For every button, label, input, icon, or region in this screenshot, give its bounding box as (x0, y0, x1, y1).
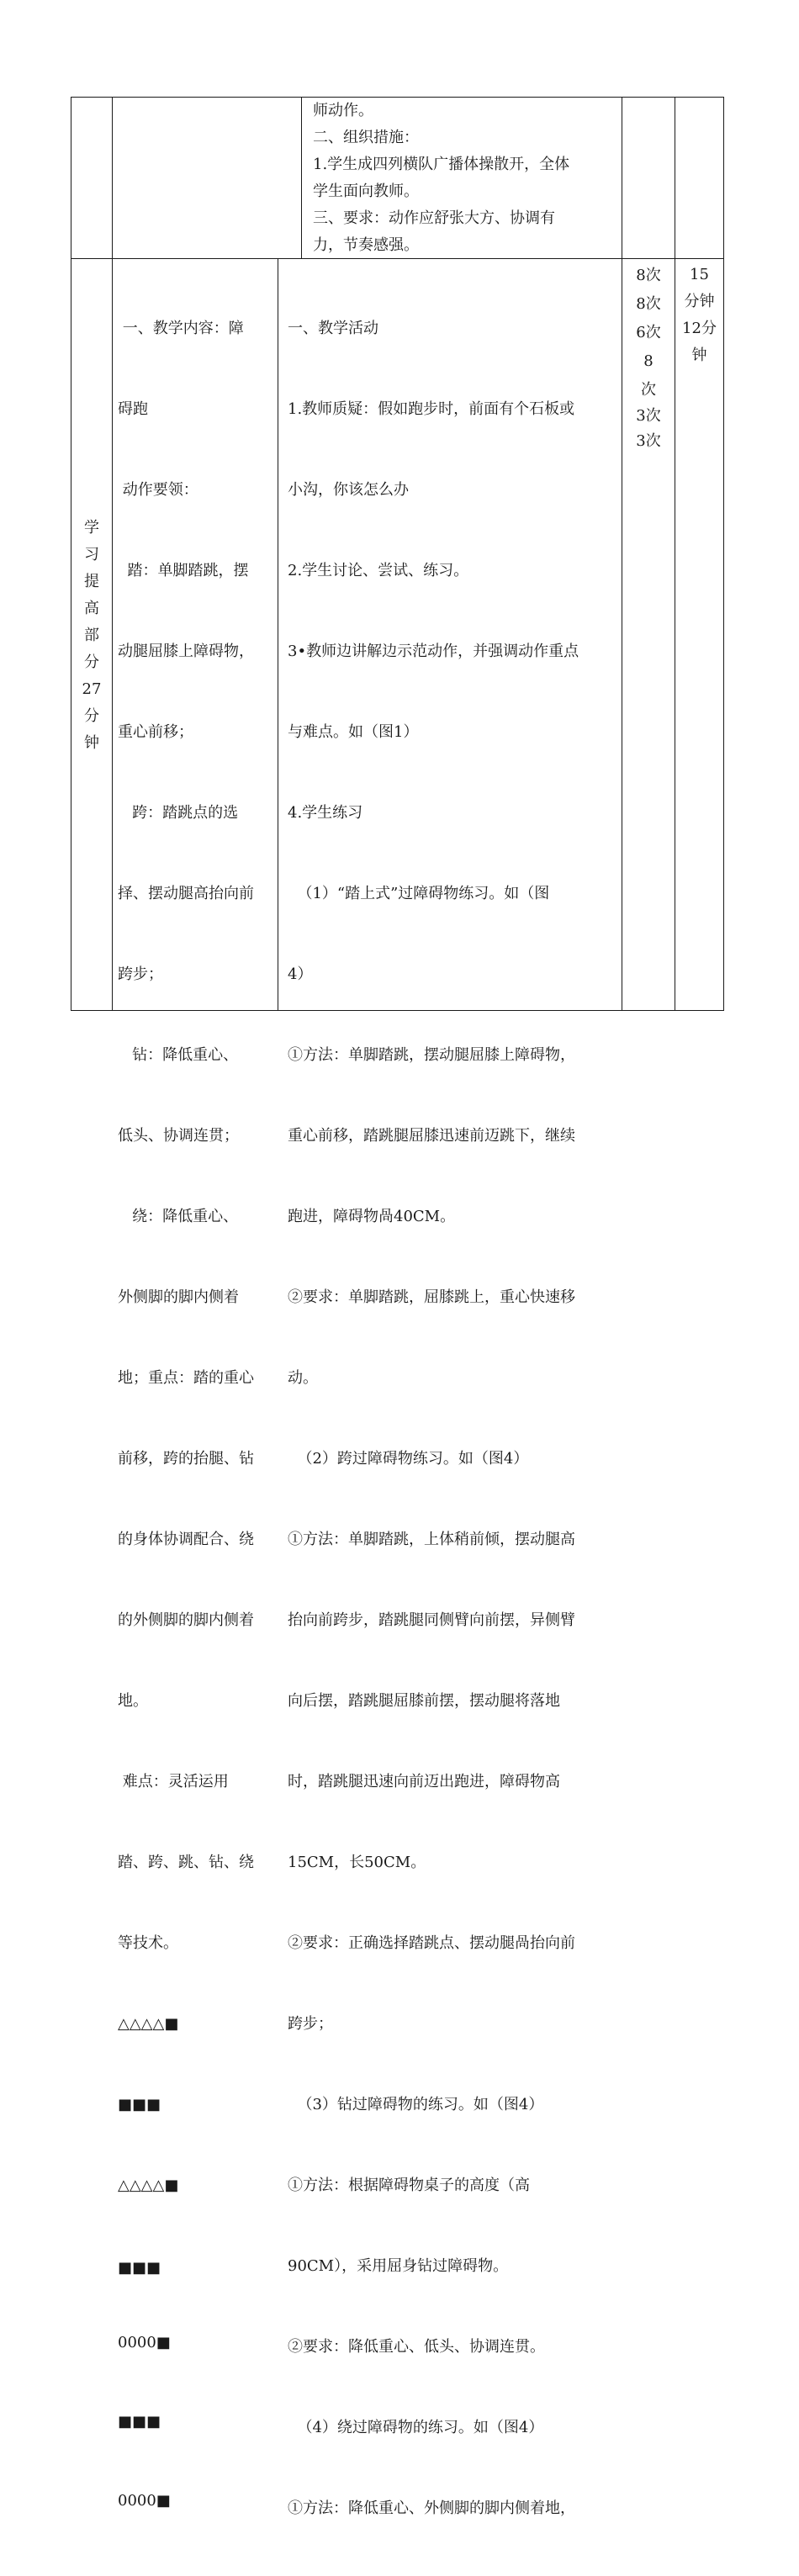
text-line: （1）“踏上式”过障碍物练习。如（图 (288, 885, 550, 902)
text-line: 小沟，你该怎么办 (288, 481, 409, 499)
text-line: ②要求：单脚踏跳，屈膝跳上，重心快速移 (288, 1288, 575, 1306)
section-label-cell (71, 515, 112, 757)
duration-line: 钟 (691, 346, 707, 364)
times-line: 8次 (636, 267, 661, 284)
formation-line: △△△△■ (118, 2015, 179, 2033)
text-line: 绕：降低重心、 (118, 1208, 239, 1225)
text-line: 碍跑 (118, 400, 148, 418)
text-line: ①方法：根据障碍物桌子的高度（高 (288, 2177, 530, 2194)
teaching-activity-cell (288, 262, 620, 2576)
text-line: 动腿屈膝上障碍物， (118, 643, 254, 660)
text-line: 跨步； (288, 2015, 333, 2033)
text-line: 难点：灵活运用 (118, 1773, 229, 1791)
text-line: 地；重点：踏的重心 (118, 1369, 254, 1387)
section-char: 钟 (84, 734, 99, 752)
text-line: 三、要求：动作应舒张大方、协调有 (313, 209, 555, 227)
text-line: 跨：踏跳点的选 (118, 804, 239, 822)
duration-line: 12分 (682, 320, 717, 337)
section-char: 高 (84, 600, 99, 617)
text-line: 力，节奏感强。 (313, 236, 419, 254)
text-line: 学生面向教师。 (313, 182, 419, 200)
text-line: 重心前移，踏跳腿屈膝迅速前迈跳下，继续 (288, 1127, 575, 1145)
text-line: 抬向前跨步，踏跳腿同侧臂向前摆，异侧臂 (288, 1611, 575, 1629)
text-line: 踏：单脚踏跳，摆 (118, 562, 249, 579)
times-line: 8 (643, 352, 653, 370)
formation-line: △△△△■ (118, 2177, 179, 2194)
text-line: 低头、协调连贯； (118, 1127, 239, 1145)
text-line: 外侧脚的脚内侧着 (118, 1288, 239, 1306)
section-char: 提 (84, 573, 99, 590)
text-line: ②要求：正确选择踏跳点、摆动腿咼抬向前 (288, 1934, 575, 1952)
text-line: 的外侧脚的脚内侧着 (118, 1611, 254, 1629)
formation-line: ■■■ (118, 2413, 161, 2431)
formation-line: ■■■ (118, 2096, 161, 2113)
duration-line: 分钟 (684, 293, 715, 310)
text-line: 3•教师边讲解边示范动作，并强调动作重点 (288, 643, 579, 660)
text-line: ①方法：单脚踏跳，摆动腿屈膝上障碍物， (288, 1046, 575, 1064)
text-line: 地。 (118, 1692, 148, 1710)
text-line: 动作要领： (118, 481, 198, 499)
section-char: 部 (84, 627, 99, 644)
text-line: 与难点。如（图1） (288, 723, 419, 741)
text-line: 动。 (288, 1369, 318, 1387)
text-line: 4） (288, 965, 313, 983)
teaching-content-cell (118, 262, 276, 2566)
times-cell (622, 262, 675, 455)
table-right-border (723, 97, 724, 1011)
text-line: 踏、跨、跳、钻、绕 (118, 1854, 254, 1871)
formation-line: ■■■ (118, 2259, 161, 2277)
text-line: 等技术。 (118, 1934, 178, 1952)
text-line: 2.学生讨论、尝试、练习。 (288, 562, 469, 579)
text-line: 重心前移； (118, 723, 193, 741)
text-line: 师动作。 (313, 102, 373, 119)
text-line: 90CM），采用屈身钻过障碍物。 (288, 2257, 509, 2275)
section-char: 分 (84, 707, 99, 725)
text-line: ②要求：降低重心、低头、协调连贯。 (288, 2338, 545, 2356)
times-line: 3次 (636, 432, 661, 450)
formation-line: 0000■ (118, 2492, 171, 2510)
section-char: 分 (84, 653, 99, 671)
text-line: （3）钻过障碍物的练习。如（图4） (288, 2096, 544, 2113)
text-line: 跑进，障碍物咼40CM。 (288, 1208, 456, 1225)
text-line: 一、教学内容：障 (118, 320, 244, 337)
formation-line: 0000■ (118, 2334, 171, 2351)
text-line: 1.教师质疑：假如跑步时，前面有个石板或 (288, 400, 575, 418)
text-line: 跨步； (118, 965, 163, 983)
text-line: （4）绕过障碍物的练习。如（图4） (288, 2419, 544, 2436)
text-line: ①方法：降低重心、外侧脚的脚内侧着地， (288, 2499, 575, 2517)
column-divider-2a (301, 97, 302, 259)
text-line: 的身体协调配合、绕 (118, 1531, 254, 1548)
text-line: 二、组织措施： (313, 129, 419, 146)
text-line: ①方法：单脚踏跳，上体稍前倾，摆动腿高 (288, 1531, 575, 1548)
section-char: 学 (84, 519, 99, 537)
text-line: 向后摆，踏跳腿屈膝前摆，摆动腿将落地 (288, 1692, 560, 1710)
text-line: （2）跨过障碍物练习。如（图4） (288, 1450, 529, 1468)
section-char: 习 (84, 546, 99, 563)
text-line: 15CM，长50CM。 (288, 1854, 426, 1871)
times-line: 3次 (636, 407, 661, 425)
text-line: 前移，跨的抬腿、钻 (118, 1450, 254, 1468)
times-line: 6次 (636, 324, 661, 341)
text-line: 择、摆动腿高抬向前 (118, 885, 254, 902)
duration-cell (675, 262, 723, 369)
column-divider-1 (112, 97, 113, 1011)
section-char: 27 (82, 680, 102, 698)
text-line: 一、教学活动 (288, 320, 378, 337)
row1-content-cell (313, 98, 617, 259)
duration-line: 15 (690, 266, 709, 283)
text-line: 1.学生成四列横队广播体操散开，全体 (313, 156, 570, 173)
text-line: 4.学生练习 (288, 804, 363, 822)
text-line: 时，踏跳腿迅速向前迈出跑进，障碍物高 (288, 1773, 560, 1791)
times-line: 8次 (636, 295, 661, 313)
times-line: 次 (641, 381, 656, 399)
text-line: 钻：降低重心、 (118, 1046, 239, 1064)
